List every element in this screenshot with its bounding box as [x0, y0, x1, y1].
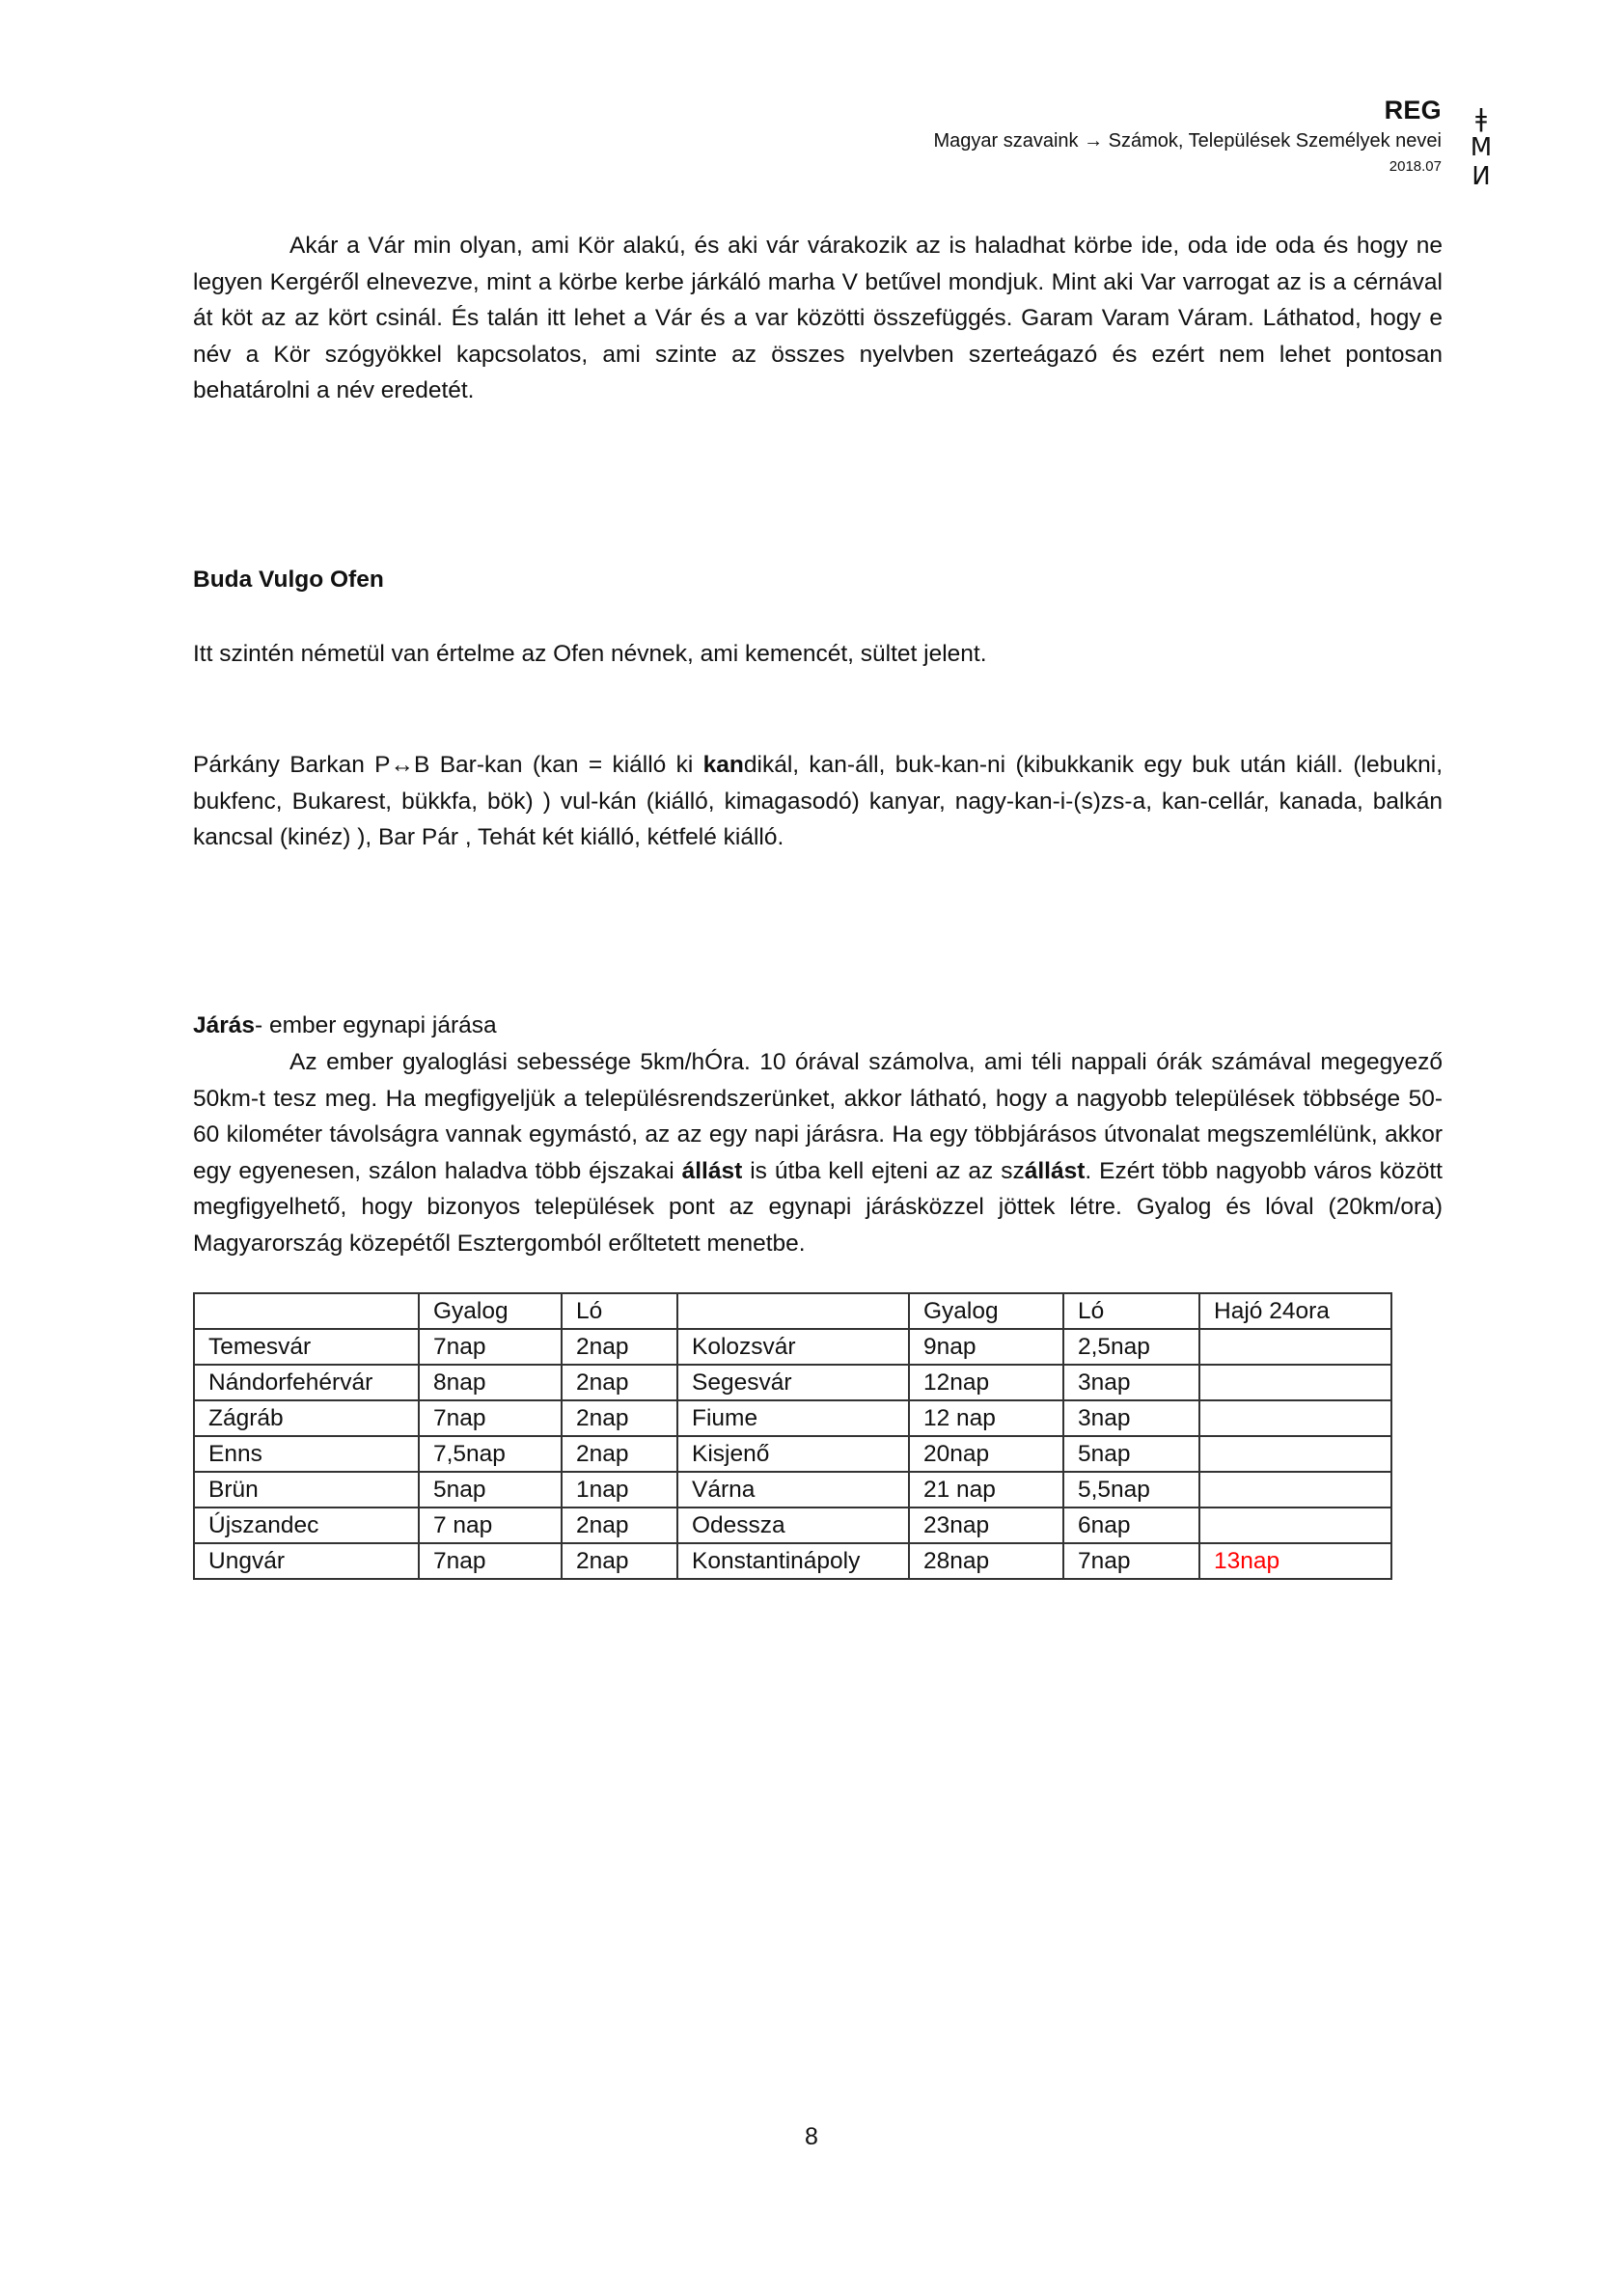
cell-horse-b: 5nap	[1063, 1436, 1199, 1472]
cell-horse-b: 3nap	[1063, 1400, 1199, 1436]
text-run: Párkány Barkan P↔B Bar-kan (kan = kiálló ki	[193, 752, 703, 778]
cell-horse-a: 2nap	[562, 1436, 677, 1472]
cell-ship-b	[1199, 1400, 1391, 1436]
cell-city-a: Temesvár	[194, 1329, 419, 1365]
table-row	[194, 1543, 1391, 1579]
table-row	[194, 1472, 1391, 1508]
paragraph-var: Akár a Vár min olyan, ami Kör alakú, és aki vár várakozik az is haladhat körbe ide, oda ide oda és hogy ne legyen Kergéről elnevezve, mint a körbe kerbe járkáló marha V betűvel mondjuk. Mint aki Var varrogat az is a cérnával át köt az az kört csinál. És talán itt lehet a Vár és a var közötti összefüggés. Garam Varam Váram. Láthatod, hogy e név a Kör szógyökkel kapcsolatos, ami szinte az összes nyelvben szerteágazó és ezért nem lehet pontosan behatárolni a név eredetét.	[193, 233, 1443, 403]
paragraph-parkany	[193, 747, 1443, 856]
cell-horse-a: 2nap	[562, 1365, 677, 1400]
cell-walk-a: 7nap	[419, 1543, 562, 1579]
text-run: . Ezért több nagyobb város között megfigyelhető, hogy bizonyos települések pont az egynapi járásközzel jöttek létre. Gyalog és lóval (20km/ora) Magyarország közepétől Esztergomból erőltetett menetbe.	[193, 1157, 1443, 1257]
heading-jaras	[193, 1008, 1443, 1044]
text-run: is útba kell ejteni az az sz	[742, 1157, 1025, 1184]
header-cell-walk-b: Gyalog	[909, 1293, 1063, 1329]
rune-glyph-icon: M	[1470, 133, 1493, 162]
cell-city-a: Nándorfehérvár	[194, 1365, 419, 1400]
page-number: 8	[805, 2123, 818, 2150]
cell-ship-b	[1199, 1472, 1391, 1508]
table-row	[194, 1365, 1391, 1400]
cell-city-a: Újszandec	[194, 1508, 419, 1543]
cell-horse-b: 5,5nap	[1063, 1472, 1199, 1508]
cell-ship-b	[1199, 1365, 1391, 1400]
cell-horse-a: 2nap	[562, 1400, 677, 1436]
cell-walk-b: 12 nap	[909, 1400, 1063, 1436]
rune-glyph-icon: ǂ	[1475, 104, 1487, 133]
cell-city-a: Zágráb	[194, 1400, 419, 1436]
header-cell-city-a	[194, 1293, 419, 1329]
cell-horse-a: 1nap	[562, 1472, 677, 1508]
text-run: Az ember gyaloglási sebessége 5km/hÓra. 10 órával számolva, ami téli nappali órák számával megegyező 50km-t tesz meg. Ha megfigyeljük a településrendszerünket, akkor látható, hogy a nagyobb települések többsége 50-60 kilométer távolságra vannak egymástó, az az egy napi járásra. Ha egy többjárásos útvonalat megszemlélünk, akkor egy egyenesen, szálon haladva több éjszakai	[193, 1049, 1443, 1184]
cell-city-b: Kisjenő	[677, 1436, 909, 1472]
page-header	[933, 95, 1442, 178]
cell-ship-b	[1199, 1436, 1391, 1472]
cell-walk-b: 12nap	[909, 1365, 1063, 1400]
cell-city-b: Fiume	[677, 1400, 909, 1436]
header-cell-walk-a: Gyalog	[419, 1293, 562, 1329]
cell-city-b: Várna	[677, 1472, 909, 1508]
header-cell-city-b	[677, 1293, 909, 1329]
cell-horse-b: 2,5nap	[1063, 1329, 1199, 1365]
cell-city-b: Odessza	[677, 1508, 909, 1543]
cell-city-a: Brün	[194, 1472, 419, 1508]
cell-walk-a: 5nap	[419, 1472, 562, 1508]
header-date: 2018.07	[1389, 158, 1442, 175]
header-title: REG	[1384, 96, 1442, 124]
header-cell-ship-b: Hajó 24ora	[1199, 1293, 1391, 1329]
cell-walk-b: 28nap	[909, 1543, 1063, 1579]
rune-glyph-icon: И	[1472, 162, 1491, 191]
header-cell-horse-a: Ló	[562, 1293, 677, 1329]
cell-city-b: Segesvár	[677, 1365, 909, 1400]
cell-walk-a: 7,5nap	[419, 1436, 562, 1472]
bold-text-run: kan	[702, 752, 744, 778]
header-subtitle: Magyar szavaink → Számok, Települések Személyek nevei	[933, 130, 1442, 152]
cell-walk-a: 7nap	[419, 1400, 562, 1436]
cell-horse-b: 3nap	[1063, 1365, 1199, 1400]
text-run: dikál, kan-áll, buk-kan-ni (kibukkanik egy buk után kiáll. (lebukni, bukfenc, Bukarest, bükkfa, bök) ) vul-kán (kiálló, kimagasodó) kanyar, nagy-kan-i-(s)zs-a, kan-cellár, kanada, balkán kancsal (kinéz) ), Bar Pár , Tehát két kiálló, kétfelé kiálló.	[193, 752, 1444, 850]
cell-horse-b: 7nap	[1063, 1543, 1199, 1579]
cell-city-b: Konstantinápoly	[677, 1543, 909, 1579]
cell-horse-b: 6nap	[1063, 1508, 1199, 1543]
header-cell-horse-b: Ló	[1063, 1293, 1199, 1329]
cell-horse-a: 2nap	[562, 1329, 677, 1365]
table-header-row	[194, 1293, 1391, 1329]
bold-text-run: állást	[681, 1157, 743, 1184]
cell-walk-a: 7 nap	[419, 1508, 562, 1543]
table-row	[194, 1508, 1391, 1543]
cell-city-b: Kolozsvár	[677, 1329, 909, 1365]
cell-city-a: Ungvár	[194, 1543, 419, 1579]
cell-walk-b: 21 nap	[909, 1472, 1063, 1508]
travel-time-table	[193, 1292, 1392, 1580]
cell-walk-a: 8nap	[419, 1365, 562, 1400]
table-row	[194, 1329, 1391, 1365]
bold-text-run: Járás	[193, 1012, 256, 1038]
paragraph-jaras	[193, 1044, 1443, 1261]
table-row	[194, 1400, 1391, 1436]
table-row	[194, 1436, 1391, 1472]
cell-horse-a: 2nap	[562, 1508, 677, 1543]
paragraph-buda: Itt szintén németül van értelme az Ofen névnek, ami kemencét, sültet jelent.	[193, 641, 987, 667]
cell-walk-a: 7nap	[419, 1329, 562, 1365]
cell-horse-a: 2nap	[562, 1543, 677, 1579]
cell-walk-b: 9nap	[909, 1329, 1063, 1365]
rune-logo-icon	[1467, 104, 1496, 191]
bold-text-run: állást	[1024, 1157, 1086, 1184]
cell-walk-b: 23nap	[909, 1508, 1063, 1543]
cell-ship-b	[1199, 1329, 1391, 1365]
cell-ship-b	[1199, 1508, 1391, 1543]
heading-buda: Buda Vulgo Ofen	[193, 567, 384, 593]
cell-city-a: Enns	[194, 1436, 419, 1472]
text-run: - ember egynapi járása	[255, 1012, 497, 1038]
cell-walk-b: 20nap	[909, 1436, 1063, 1472]
cell-ship-b: 13nap	[1199, 1543, 1391, 1579]
